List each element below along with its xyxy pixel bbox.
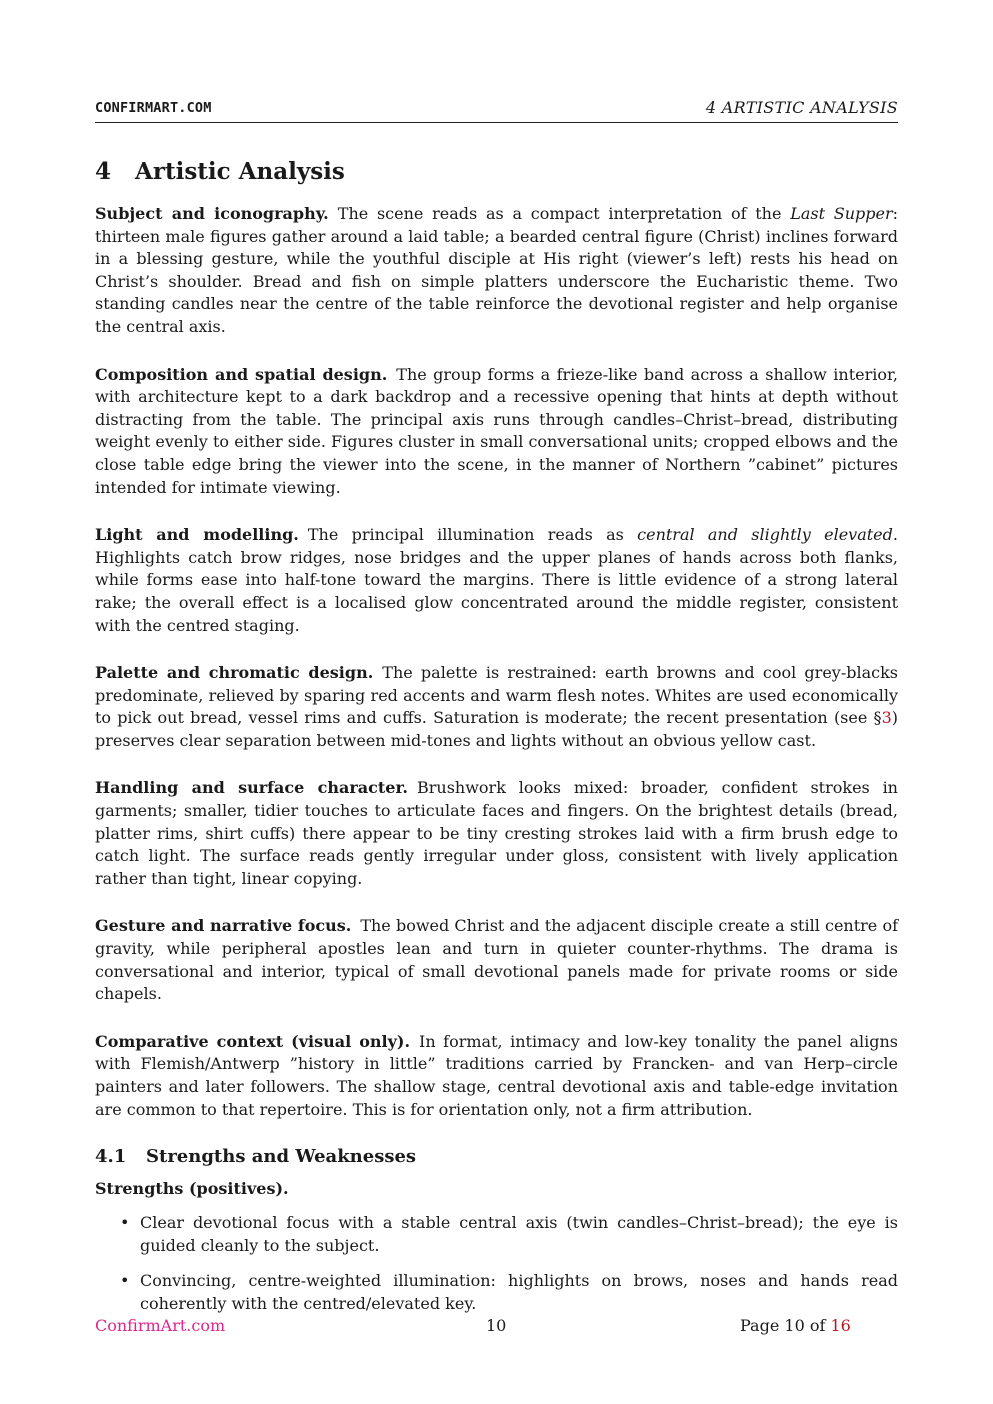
list-item: • Convincing, centre-weighted illumination: highlights on brows, noses and hands read coherently with the centred/elevated key. [140,1270,898,1315]
subsection-number: 4.1 [95,1146,127,1168]
main-content [95,158,898,1329]
footer-page-number: 10 [486,1316,507,1335]
strengths-heading: Strengths (positives). [95,1179,289,1199]
section-number: 4 [95,158,112,185]
paragraph-text: The principal illumination reads as [307,525,638,545]
running-section-title: 4 ARTISTIC ANALYSIS [705,98,898,117]
paragraph-lead: Composition and spatial design. [95,364,388,384]
paragraph-subject [95,203,898,339]
paragraph-composition [95,364,898,500]
paragraph-handling [95,777,898,890]
paragraph-lead: Light and modelling. [95,525,299,545]
paragraph-lead: Handling and surface character. [95,778,408,798]
paragraph-palette [95,662,898,752]
paragraph-text: Brushwork looks mixed: broader, confident strokes in garments; smaller, tidier touches to articulate faces and fingers. On the brightest details (bread, platter rims, shirt cuffs) there appear to be tiny cresting strokes laid with a firm brush edge to catch light. The surface reads gently irregular under gloss, consistent with lively application rather than tight, linear copying. [95,778,898,888]
section-reference-link[interactable]: 3 [881,708,892,728]
paragraph-text: The bowed Christ and the adjacent disciple create a still centre of gravity, while peripheral apostles lean and turn in quieter counter-rhythms. The drama is conversational and interior, typical of small devotional panels made for private rooms or side chapels. [95,916,899,1004]
list-item: • Clear devotional focus with a stable central axis (twin candles–Christ–bread); the eye is guided cleanly to the subject. [140,1212,898,1257]
footer-site-link[interactable]: ConfirmArt.com [95,1316,226,1335]
subsection-title: Strengths and Weaknesses [146,1146,417,1168]
strengths-list [95,1212,898,1315]
paragraph-lead: Subject and iconography. [95,204,329,223]
section-title: Artistic Analysis [135,158,345,185]
paragraph-text: : thirteen male figures gather around a laid table; a bearded central figure (Christ) inclines forward in a blessing gesture, while the youthful disciple at His right (viewer’s left) rests his head on Christ’s shoulder. Bread and fish on simple platters underscore the Eucharistic theme. Two standing candles near the centre of the table reinforce the devotional register and help organise the central axis. [95,204,899,336]
paragraph-lead: Gesture and narrative focus. [95,916,352,936]
paragraph-text: . Highlights catch brow ridges, nose bridges and the upper planes of hands across both flanks, while forms ease into half-tone toward the margins. There is little evidence of a strong lateral rake; the overall effect is a localised glow concentrated around the middle register, consistent with the centred staging. [95,525,898,635]
paragraph-text: ) preserves clear separation between mid-tones and lights without an obvious yellow cast. [95,708,898,750]
paragraph-light [95,524,898,637]
page-of-prefix: Page 10 of [740,1316,831,1335]
paragraph-text: The palette is restrained: earth browns and cool grey-blacks predominate, relieved by sparing red accents and warm flesh notes. Whites are used economically to pick out bread, vessel rims and cuffs. Saturation is moderate; the recent presentation (see § [95,663,898,728]
paragraph-comparative [95,1031,898,1121]
section-heading [95,158,898,185]
page-footer [95,1316,898,1338]
running-header [95,98,898,123]
paragraph-lead: Comparative context (visual only). [95,1031,411,1051]
page-total-link[interactable]: 16 [830,1316,851,1335]
paragraph-gesture [95,915,898,1005]
paragraph-text: The scene reads as a compact interpretation of the [337,204,791,223]
paragraph-text: In format, intimacy and low-key tonality the panel aligns with Flemish/Antwerp ”history in little” traditions carried by Francken- and van Herp–circle painters and later followers. The shallow stage, central devotional axis and table-edge invitation are common to that repertoire. This is for orientation only, not a firm attribution. [95,1031,899,1119]
footer-page-of [740,1316,851,1335]
emphasis-text: Last Supper [790,204,893,223]
paragraph-text: The group forms a frieze-like band across a shallow interior, with architecture kept to a dark backdrop and a recessive opening that hints at depth without distracting from the table. The principal axis runs through candles–Christ–bread, distributing weight evenly to either side. Figures cluster in small conversational units; cropped elbows and the close table edge bring the viewer into the scene, in the manner of Northern ”cabinet” pictures intended for intimate viewing. [95,364,899,497]
paragraph-lead: Palette and chromatic design. [95,663,374,683]
site-logo: CONFIRMART.COM [95,100,212,116]
subsection-heading [95,1146,898,1167]
emphasis-text: central and slightly elevated [637,525,893,545]
